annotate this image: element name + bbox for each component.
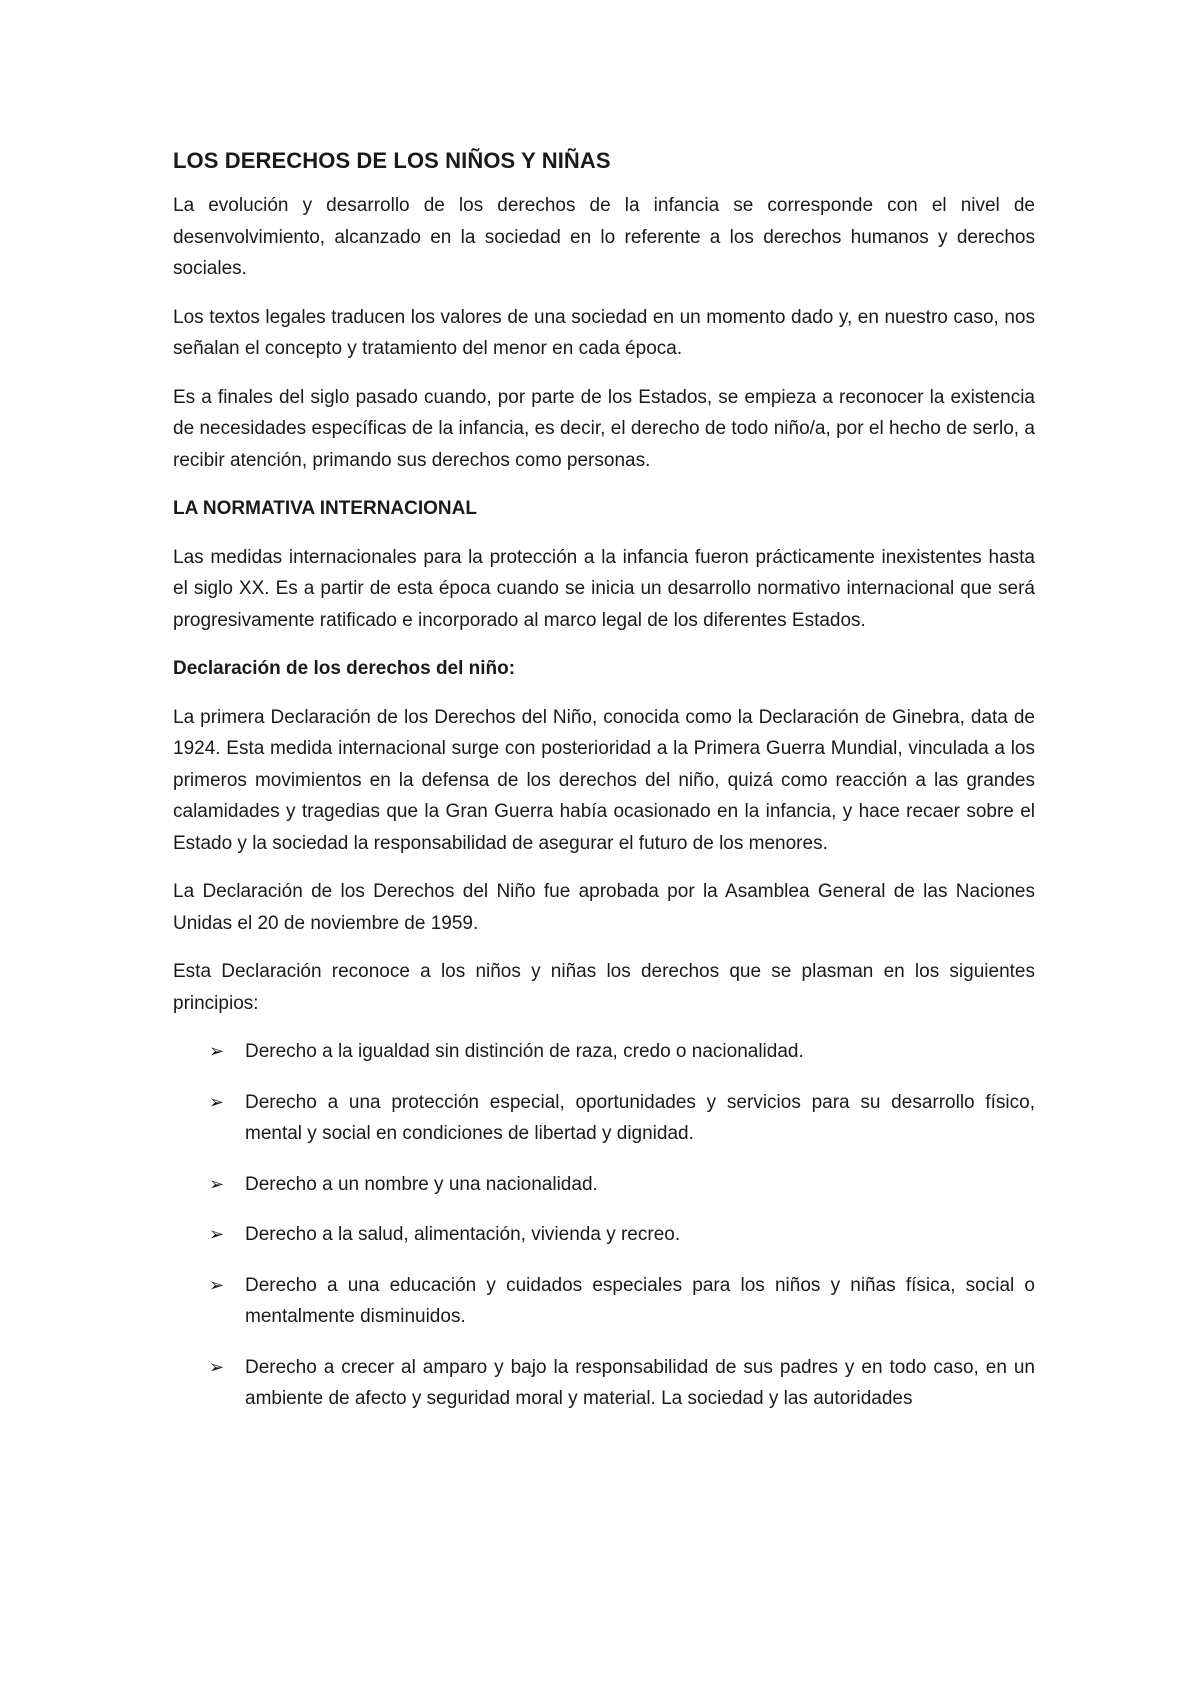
list-item [173, 1270, 1035, 1333]
principle-text: Derecho a la salud, alimentación, vivienda y recreo. [245, 1224, 681, 1245]
arrow-bullet-icon: ➢ [209, 1356, 225, 1378]
principle-text: Derecho a una protección especial, oportunidades y servicios para su desarrollo físico, mental y social en condiciones de libertad y dignidad. [245, 1091, 1035, 1144]
intro-paragraph: La evolución y desarrollo de los derechos de la infancia se corresponde con el nivel de desenvolvimiento, alcanzado en la sociedad en lo referente a los derechos humanos y derechos sociales. [173, 195, 1035, 279]
document-title: LOS DERECHOS DE LOS NIÑOS Y NIÑAS [173, 148, 611, 173]
principle-text: Derecho a la igualdad sin distinción de raza, credo o nacionalidad. [245, 1041, 804, 1062]
section-heading-declaracion: Declaración de los derechos del niño: [173, 658, 516, 679]
arrow-bullet-icon: ➢ [209, 1173, 225, 1195]
list-item [173, 1219, 1035, 1251]
principle-text: Derecho a un nombre y una nacionalidad. [245, 1173, 598, 1195]
list-item [173, 1036, 1035, 1068]
arrow-bullet-icon: ➢ [209, 1274, 225, 1296]
section-heading-normativa: LA NORMATIVA INTERNACIONAL [173, 498, 477, 519]
normativa-paragraph: Las medidas internacionales para la protección a la infancia fueron prácticamente inexistentes hasta el siglo XX. Es a partir de esta época cuando se inicia un desarrollo normativo internacional que será progresivamente ratificado e incorporado al marco legal de los diferentes Estados. [173, 546, 1035, 631]
list-item [173, 1352, 1035, 1415]
document-body [173, 146, 1035, 1434]
arrow-bullet-icon: ➢ [209, 1091, 225, 1113]
declaracion-paragraph: Esta Declaración reconoce a los niños y niñas los derechos que se plasman en los siguientes principios: [173, 961, 1035, 1014]
list-item [173, 1169, 1035, 1201]
intro-paragraph: Los textos legales traducen los valores de una sociedad en un momento dado y, en nuestro caso, nos señalan el concepto y tratamiento del menor en cada época. [173, 306, 1035, 359]
principles-list [173, 1036, 1035, 1415]
arrow-bullet-icon: ➢ [209, 1041, 225, 1062]
arrow-bullet-icon: ➢ [209, 1224, 225, 1245]
principle-text: Derecho a crecer al amparo y bajo la responsabilidad de sus padres y en todo caso, en un ambiente de afecto y seguridad moral y material. La sociedad y las autoridades [245, 1356, 1035, 1409]
intro-paragraph: Es a finales del siglo pasado cuando, por parte de los Estados, se empieza a reconocer la existencia de necesidades específicas de la infancia, es decir, el derecho de todo niño/a, por el hecho de serlo, a recibir atención, primando sus derechos como personas. [173, 386, 1035, 471]
list-item [173, 1087, 1035, 1150]
declaracion-paragraph: La primera Declaración de los Derechos del Niño, conocida como la Declaración de Ginebra, data de 1924. Esta medida internacional surge con posterioridad a la Primera Guerra Mundial, vinculada a los primeros movimientos en la defensa de los derechos del niño, quizá como reacción a las grandes calamidades y tragedias que la Gran Guerra había ocasionado en la infancia, y hace recaer sobre el Estado y la sociedad la responsabilidad de asegurar el futuro de los menores. [173, 706, 1035, 854]
declaracion-paragraph: La Declaración de los Derechos del Niño fue aprobada por la Asamblea General de las Naciones Unidas el 20 de noviembre de 1959. [173, 881, 1035, 934]
principle-text: Derecho a una educación y cuidados especiales para los niños y niñas física, social o mentalmente disminuidos. [245, 1274, 1035, 1327]
